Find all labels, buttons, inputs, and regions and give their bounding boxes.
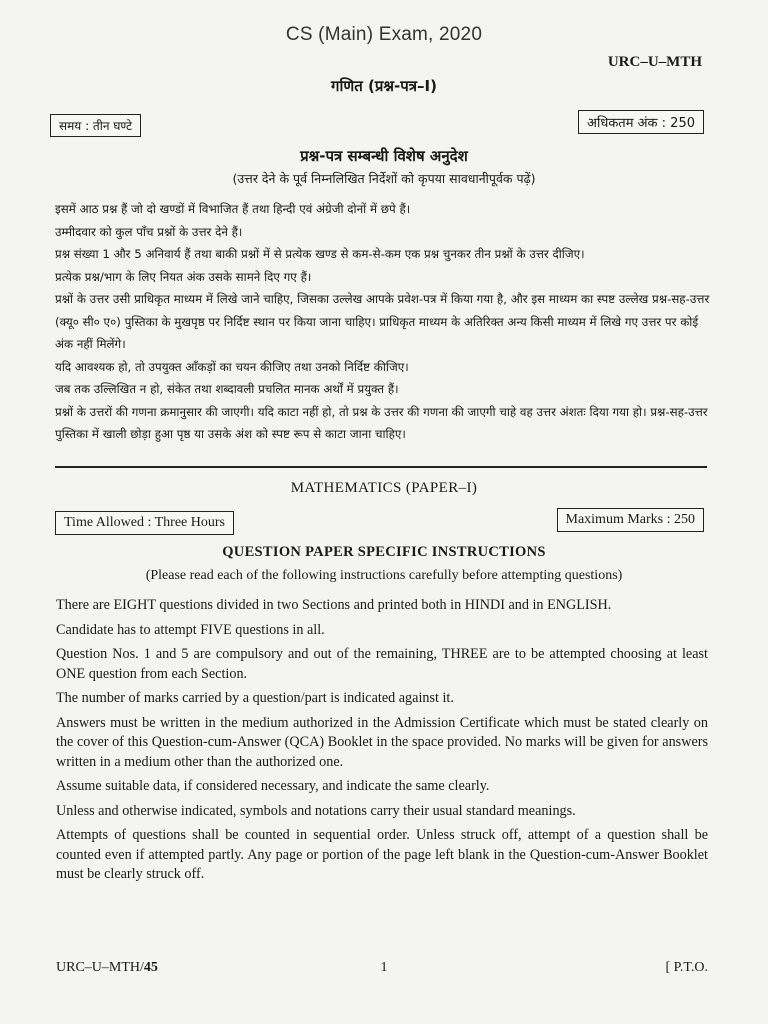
hindi-instruction-item: प्रश्न संख्या 1 और 5 अनिवार्य हैं तथा बाकी प्रश्नों में से प्रत्येक खण्ड से कम-से-कम एक प्रश्न चुनकर तीन प्रश्नों के उत्तर दीजिए। (55, 247, 585, 261)
hindi-instructions-subheading: (उत्तर देने के पूर्व निम्नलिखित निर्देशों को कृपया सावधानीपूर्वक पढ़ें) (232, 171, 536, 186)
english-instruction-item: The number of marks carried by a question/part is indicated against it. (56, 690, 454, 706)
footer-code-prefix: URC–U–MTH/ (56, 960, 144, 975)
english-instructions-heading: QUESTION PAPER SPECIFIC INSTRUCTIONS (222, 544, 546, 560)
english-instructions-list (56, 596, 708, 890)
hindi-instruction-item: प्रत्येक प्रश्न/भाग के लिए नियत अंक उसके सामने दिए गए हैं। (55, 269, 312, 284)
hindi-instructions-list (55, 198, 710, 446)
handwritten-exam-title: CS (Main) Exam, 2020 (285, 24, 483, 45)
pto-label: [ P.T.O. (665, 960, 708, 975)
hindi-instruction-item: प्रश्नों के उत्तर उसी प्राधिकृत माध्यम में लिखे जाने चाहिए, जिसका उल्लेख आपके प्रवेश-पत्र में किया गया है, और इस माध्यम का स्पष्ट उल्लेख प्रश्न-सह-उत्तर (क्यू० सी० ए०) पुस्तिका के मुखपृष्ठ पर निर्दिष्ट स्थान पर किया जाना चाहिए। प्राधिकृत माध्यम के अतिरिक्त अन्य किसी माध्यम में लिखे गए उत्तर पर कोई अंक नहीं मिलेंगे। (55, 292, 710, 351)
paper-code: URC–U–MTH (607, 54, 702, 70)
english-instruction-item: Attempts of questions shall be counted in sequential order. Unless struck off, attempt of a question shall be counted even if attempted partly. Any page or portion of the page left blank in the Question-cum-Answer Booklet must be clearly struck off. (56, 827, 708, 882)
english-instruction-item: Question Nos. 1 and 5 are compulsory and out of the remaining, THREE are to be attempted choosing at least ONE question from each Section. (56, 646, 708, 682)
hindi-instruction-item: यदि आवश्यक हो, तो उपयुक्त आँकड़ों का चयन कीजिए तथा उनको निर्दिष्ट कीजिए। (55, 359, 409, 374)
hindi-instruction-item: उम्मीदवार को कुल पाँच प्रश्नों के उत्तर देने हैं। (55, 224, 243, 239)
english-instruction-item: There are EIGHT questions divided in two Sections and printed both in HINDI and in ENGLISH. (56, 597, 612, 613)
time-allowed-box: Time Allowed : Three Hours (55, 511, 234, 535)
hindi-paper-title: गणित (प्रश्न-पत्र–I) (331, 77, 437, 95)
english-instruction-item: Unless and otherwise indicated, symbols and notations carry their usual standard meanings. (56, 802, 576, 819)
hindi-instruction-item: प्रश्नों के उत्तरों की गणना क्रमानुसार की जाएगी। यदि काटा नहीं हो, तो प्रश्न के उत्तर की गणना की जाएगी चाहे वह उत्तर अंशतः दिया गया हो। प्रश्न-सह-उत्तर पुस्तिका में खाली छोड़ा हुआ पृष्ठ या उसके अंश को स्पष्ट रूप से काटा जाना चाहिए। (55, 404, 708, 441)
english-instruction-item: Answers must be written in the medium authorized in the Admission Certificate which must be stated clearly on the cover of this Question-cum-Answer (QCA) Booklet in the space provided. No marks will be given for answers written in a medium other than the authorized one. (56, 714, 708, 770)
hindi-instructions-heading: प्रश्न-पत्र सम्बन्धी विशेष अनुदेश (300, 147, 468, 165)
page-number: 1 (380, 960, 388, 975)
hindi-instruction-item: जब तक उल्लिखित न हो, संकेत तथा शब्दावली प्रचलित मानक अर्थों में प्रयुक्त हैं। (55, 382, 399, 396)
english-paper-title: MATHEMATICS (PAPER–I) (290, 480, 478, 496)
hindi-max-marks-box: अधिकतम अंक : 250 (578, 110, 704, 134)
english-instruction-item: Assume suitable data, if considered necessary, and indicate the same clearly. (56, 778, 490, 794)
maximum-marks-box: Maximum Marks : 250 (557, 508, 705, 532)
english-instruction-item: Candidate has to attempt FIVE questions in all. (56, 621, 325, 638)
section-divider (55, 466, 707, 468)
hindi-time-box: समय : तीन घण्टे (50, 114, 141, 137)
footer-code-suffix: 45 (143, 960, 158, 975)
hindi-instruction-item: इसमें आठ प्रश्न हैं जो दो खण्डों में विभाजित हैं तथा हिन्दी एवं अंग्रेजी दोनों में छपे हैं। (55, 202, 411, 216)
english-instructions-subheading: (Please read each of the following instructions carefully before attempting questions) (145, 568, 623, 583)
